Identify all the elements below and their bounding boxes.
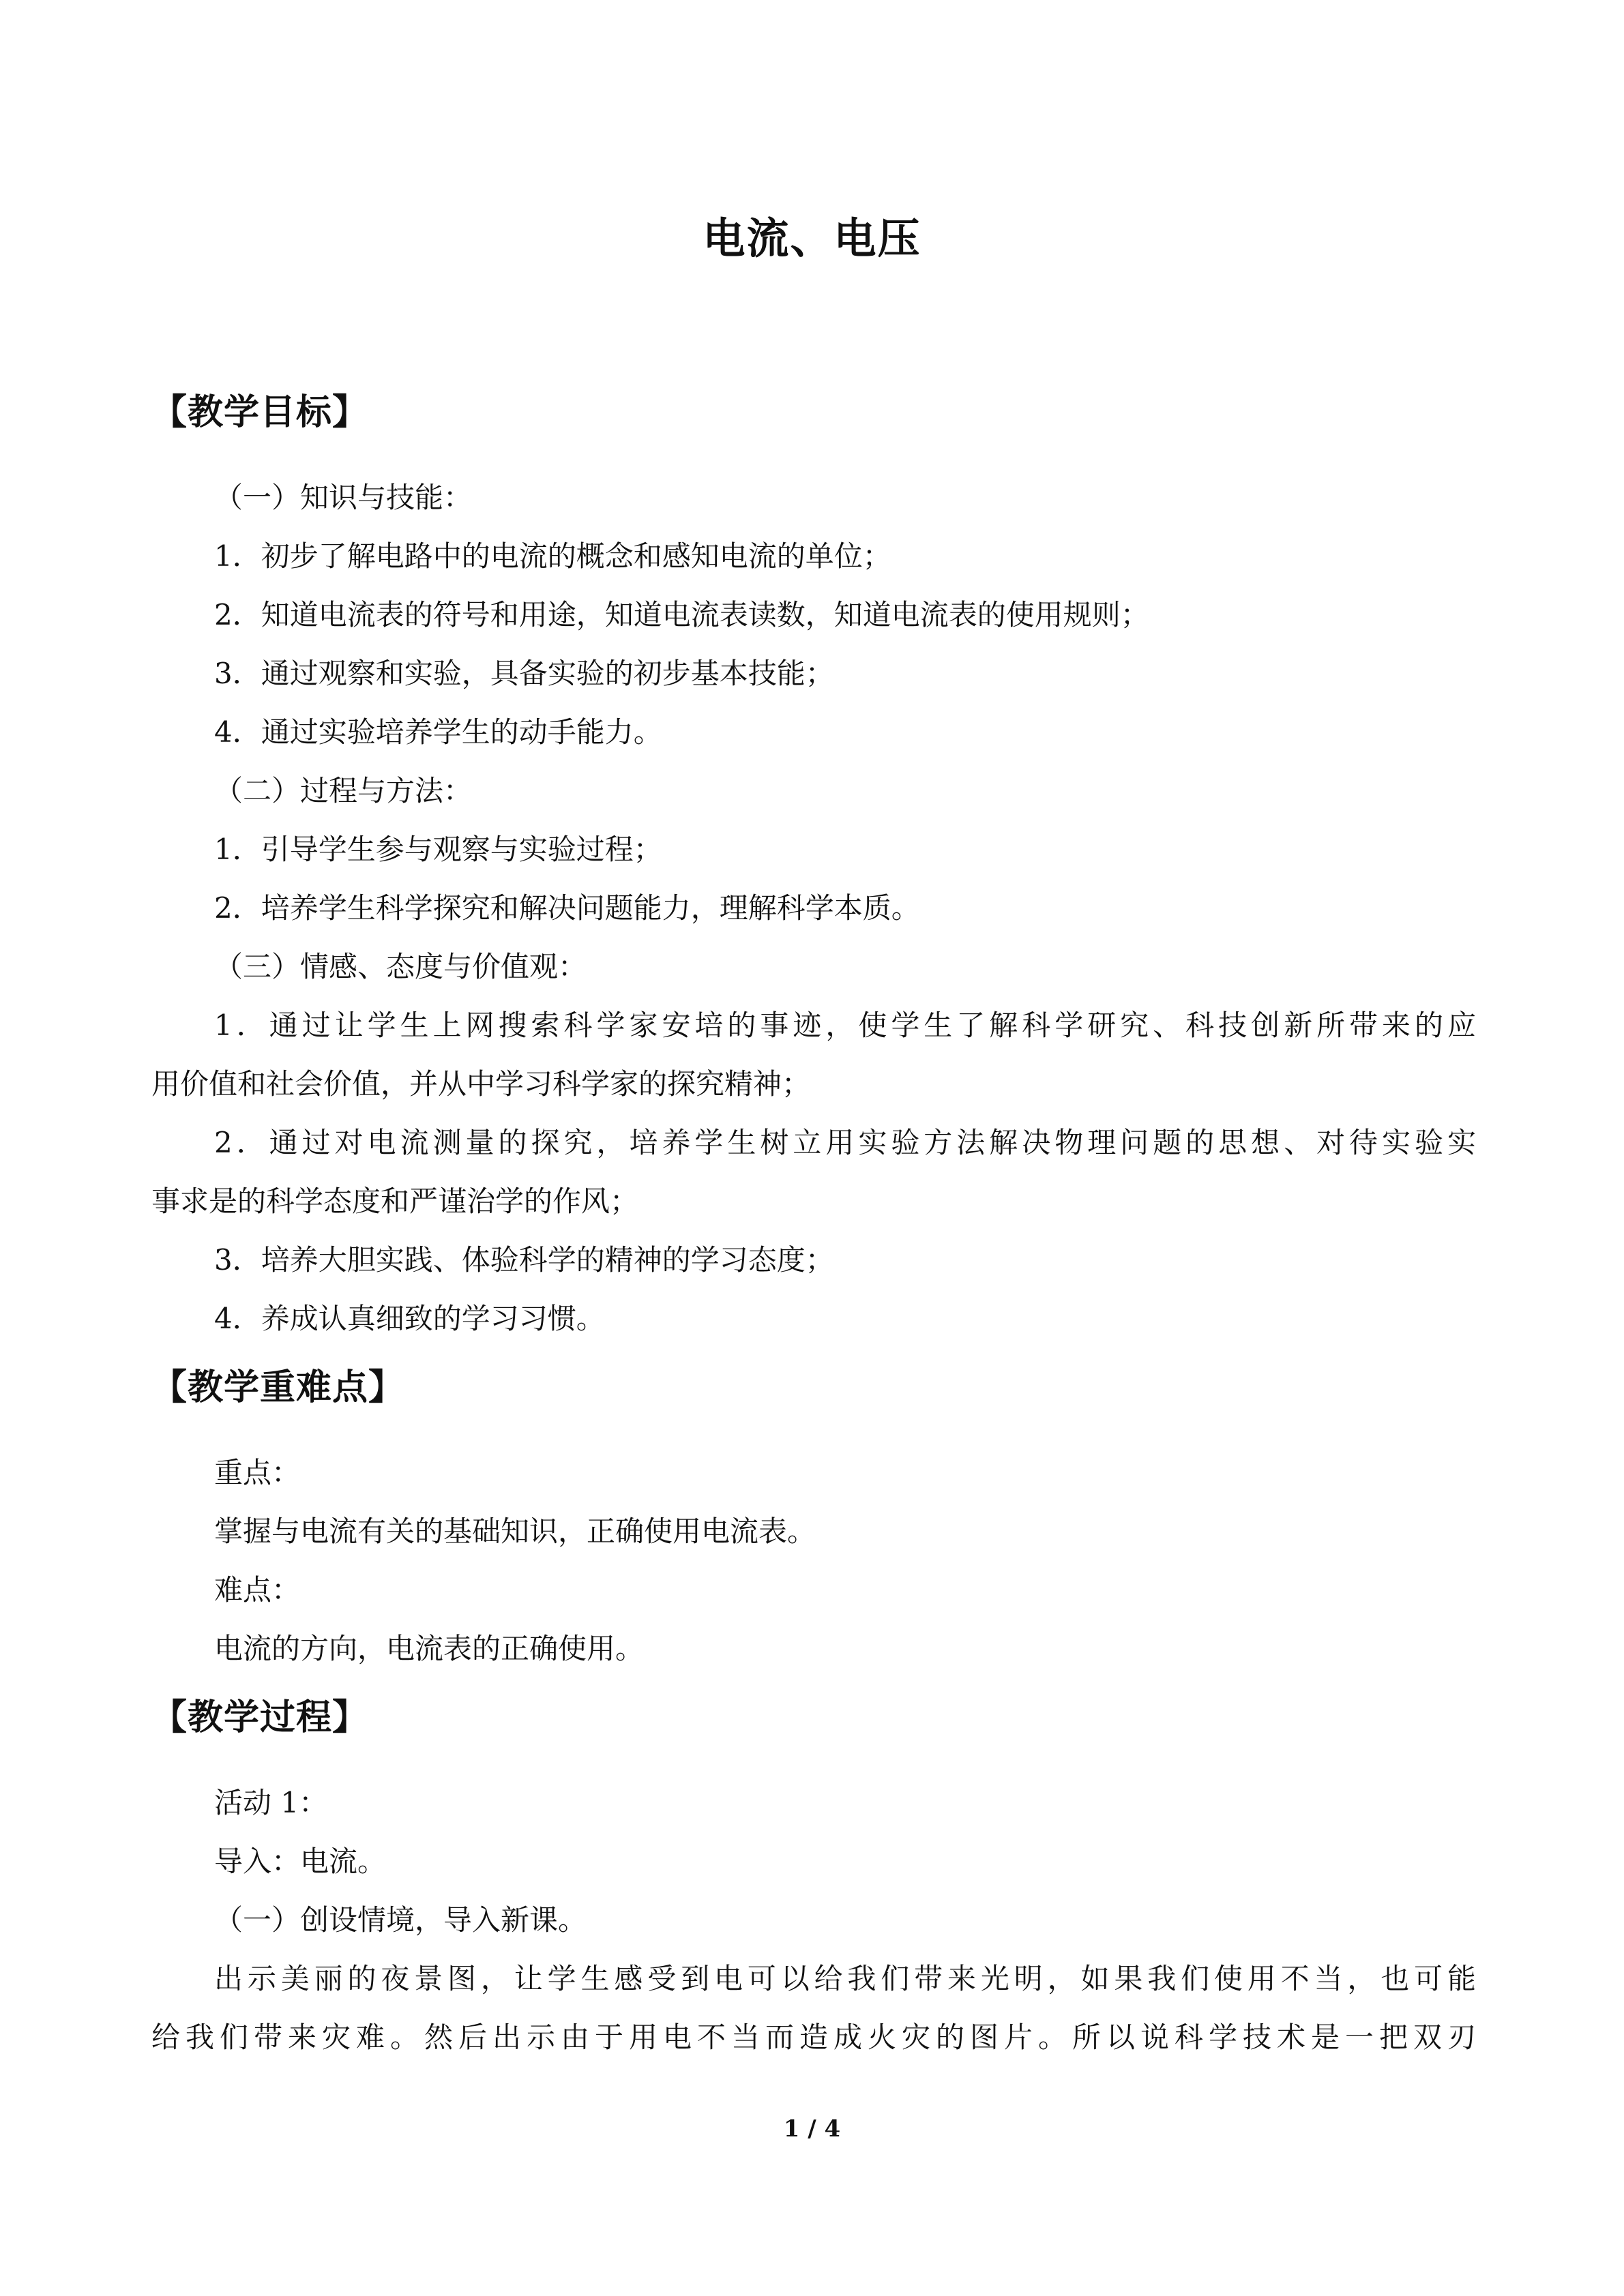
paragraph-1-line2: 给我们带来灾难。然后出示由于用电不当而造成火灾的图片。所以说科学技术是一把双刃 [151,2021,1476,2054]
section-heading-goals: 【教学目标】 [151,392,369,433]
goal-knowledge-4: 4．通过实验培养学生的动手能力。 [214,715,662,749]
goal-emotion-2-line1: 2．通过对电流测量的探究，培养学生树立用实验方法解决物理问题的思想、对待实验实 [214,1126,1476,1159]
goal-emotion-3: 3．培养大胆实践、体验科学的精神的学习态度； [214,1243,834,1277]
goal-knowledge-2: 2．知道电流表的符号和用途，知道电流表读数，知道电流表的使用规则； [214,598,1149,631]
section-heading-keypoints: 【教学重难点】 [151,1367,405,1408]
subheading-process-method: （二）过程与方法： [214,774,473,807]
subheading-knowledge: （一）知识与技能： [214,481,473,514]
goal-emotion-1-line1: 1．通过让学生上网搜索科学家安培的事迹，使学生了解科学研究、科技创新所带来的应 [214,1009,1476,1042]
goal-knowledge-1: 1．初步了解电路中的电流的概念和感知电流的单位； [214,539,891,573]
goal-knowledge-3: 3．通过观察和实验，具备实验的初步基本技能； [214,657,834,690]
activity-label: 活动 1： [214,1786,328,1819]
difficulty-label: 难点： [214,1573,301,1607]
goal-emotion-1-line2: 用价值和社会价值，并从中学习科学家的探究精神； [151,1067,811,1101]
intro-line: 导入：电流。 [214,1845,387,1878]
goal-process-2: 2．培养学生科学探究和解决问题能力，理解科学本质。 [214,891,920,925]
subheading-emotion-values: （三）情感、态度与价值观： [214,950,587,983]
goal-process-1: 1．引导学生参与观察与实验过程； [214,833,662,866]
difficulty-text: 电流的方向，电流表的正确使用。 [214,1632,645,1665]
focus-text: 掌握与电流有关的基础知识，正确使用电流表。 [214,1515,816,1548]
step-1-heading: （一）创设情境，导入新课。 [214,1903,587,1937]
page-number: 1 / 4 [783,2115,841,2143]
paragraph-1-line1: 出示美丽的夜景图，让学生感受到电可以给我们带来光明，如果我们使用不当，也可能 [214,1962,1476,1995]
page-title: 电流、电压 [703,213,921,263]
section-heading-process: 【教学过程】 [151,1697,369,1738]
focus-label: 重点： [214,1456,301,1489]
goal-emotion-2-line2: 事求是的科学态度和严谨治学的作风； [151,1184,639,1218]
goal-emotion-4: 4．养成认真细致的学习习惯。 [214,1302,605,1335]
